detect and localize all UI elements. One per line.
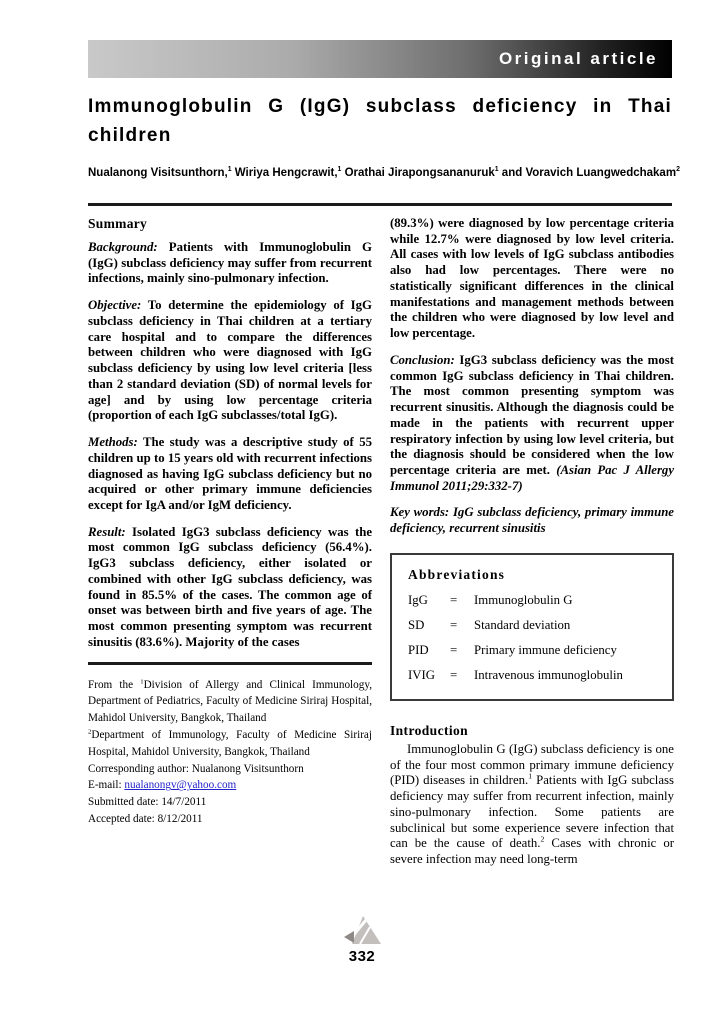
header-bar: [88, 40, 672, 78]
summary-continuation-paragraph: (89.3%) were diagnosed by low percentage criteria while 12.7% were diagnosed by low level criteria. All cases with low levels of IgG subclass antibodies also had low percentages. There were no statistically significant differences in the clinical manifestations and management methods between the children who were diagnosed by low level and low percentage.: [390, 216, 674, 341]
abbreviation-term: IgG: [408, 592, 428, 607]
abbreviation-term: SD: [408, 617, 425, 632]
authors-line: [88, 166, 680, 179]
affiliation-sup-1: 1: [140, 677, 144, 685]
background-text: Patients with Immunoglobulin G (IgG) subclass deficiency may suffer from recurrent infections, mainly sino-pulmonary infection.: [88, 240, 372, 286]
journal-triangle-logo-icon: [0, 916, 724, 946]
email-link[interactable]: nualanongv@yahoo.com: [124, 779, 237, 792]
affiliation-line-1: [88, 677, 372, 727]
author-affiliation-ref: 2: [676, 166, 680, 174]
equals-sign: =: [450, 592, 458, 607]
left-column: [88, 216, 372, 828]
conclusion-lead: Conclusion:: [390, 352, 455, 367]
summary-conclusion-paragraph: [390, 353, 674, 495]
abbreviation-term: IVIG: [408, 667, 436, 682]
reference-1: 1: [528, 772, 533, 782]
page-footer: [0, 916, 724, 965]
introduction-text: Immunoglobulin G (IgG) subclass deficiency is one of the four most common primary immune deficiency (PID) diseases in children.: [390, 741, 674, 788]
title-divider-rule: [88, 203, 672, 206]
author-name: Wiriya Hengcrawit,: [231, 167, 338, 179]
objective-lead: Objective:: [88, 298, 142, 313]
abbreviations-box: [390, 553, 674, 701]
corresponding-author-line: Corresponding author: Nualanong Visitsunthorn: [88, 762, 304, 775]
conclusion-text: IgG3 subclass deficiency was the most common IgG subclass deficiency in Thai children. The most common presenting symptom was recurrent sinusitis. Although the diagnosis could be made in the patients with recurrent upper respiratory infection by using low level criteria, but the diagnosis should be considered when the low percentage criteria are met.: [390, 352, 674, 478]
summary-objective-paragraph: [88, 298, 372, 424]
accepted-date-line: Accepted date: 8/12/2011: [88, 813, 203, 825]
equals-sign: =: [450, 642, 458, 657]
affiliation-pre: From the: [88, 678, 141, 691]
email-line: [88, 777, 372, 794]
summary-result-paragraph: [88, 525, 372, 651]
header-label: Original article: [498, 49, 658, 68]
abbreviation-definition: Intravenous immunoglobulin: [474, 667, 623, 682]
keywords-text: IgG subclass deficiency, primary immune deficiency, recurrent sinusitis: [390, 505, 674, 536]
result-text: Isolated IgG3 subclass deficiency was the most common IgG subclass deficiency (56.4%). IgG3 subclass deficiency, either isolated or combined with other IgG subclass deficiency, was found in 85.5% of the cases. The common age of onset was between birth and five years of age. The most common presenting symptom was recurrent sinusitis (83.6%). Majority of the cases: [88, 524, 373, 649]
abbreviation-definition: Immunoglobulin G: [474, 592, 573, 607]
author-affiliation-ref: 1: [227, 166, 232, 174]
abbreviation-definition: Standard deviation: [474, 617, 571, 632]
abbreviation-definition: Primary immune deficiency: [474, 642, 617, 657]
reference-2: 2: [540, 835, 545, 845]
author-affiliation-ref: 1: [337, 166, 342, 174]
page-number: 332: [348, 948, 376, 965]
author-name: Orathai Jirapongsananuruk: [341, 167, 495, 179]
author-name: and Voravich Luangwedchakam: [498, 167, 677, 179]
submitted-date-line: Submitted date: 14/7/2011: [88, 796, 207, 809]
summary-methods-paragraph: [88, 435, 372, 514]
keywords-paragraph: [390, 505, 674, 536]
author-affiliation-ref: 1: [494, 166, 499, 174]
author-name: Nualanong Visitsunthorn,: [88, 167, 228, 179]
affiliation-text-1: Division of Allergy and Clinical Immunology, Department of Pediatrics, Faculty of Medicine Siriraj Hospital, Mahidol University, Bangkok, Thailand: [88, 678, 372, 725]
objective-text: To determine the epidemiology of IgG subclass deficiency in Thai children at a tertiary care hospital and to compare the differences between children who were diagnosed with IgG subclass deficiency by using low level criteria [less than 2 standard deviation (SD) of normal levels for age] and by using low percentage criteria (proportion of each IgG subclasses/total IgG).: [88, 298, 373, 423]
summary-background-paragraph: [88, 240, 372, 287]
equals-sign: =: [450, 667, 458, 682]
abbreviation-row: [408, 643, 658, 658]
affiliation-divider-rule: [88, 662, 372, 665]
keywords-lead: Key words:: [390, 505, 450, 520]
email-label: E-mail:: [88, 779, 125, 792]
journal-citation: (Asian Pac J Allergy Immunol 2011;29:332-7): [390, 463, 674, 493]
abbreviation-row: [408, 618, 658, 633]
introduction-paragraph: [390, 742, 674, 868]
abbreviation-row: [408, 668, 658, 683]
methods-text: The study was a descriptive study of 55 children up to 15 years old with recurrent infections diagnosed as having IgG subclass deficiency but no acquired or other primary immune deficiencies except for IgA and/or IgM deficiency.: [88, 435, 373, 513]
result-lead: Result:: [88, 524, 126, 539]
affiliation-sup-2: 2: [88, 728, 92, 736]
page-title: Immunoglobulin G (IgG) subclass deficiency in Thai children: [88, 96, 672, 147]
abbreviation-row: [408, 593, 658, 608]
introduction-text: Cases with chronic or severe infection may need long-term: [390, 836, 674, 867]
equals-sign: =: [450, 617, 458, 632]
right-column: [390, 216, 674, 879]
background-lead: Background:: [88, 240, 158, 254]
summary-heading: Summary: [88, 216, 148, 231]
introduction-heading: Introduction: [390, 722, 469, 738]
abbreviations-heading: Abbreviations: [408, 566, 506, 582]
affiliations-block: [88, 677, 372, 828]
abbreviation-term: PID: [408, 642, 429, 657]
introduction-text: Patients with IgG subclass deficiency may suffer from recurrent infection, mainly sino-pulmonary infection. Some patients are subclinical but some experience severe infection that can be the cause of death.: [390, 773, 674, 851]
affiliation-text-2: Department of Immunology, Faculty of Medicine Siriraj Hospital, Mahidol University, Bangkok, Thailand: [88, 729, 372, 758]
methods-lead: Methods:: [88, 435, 138, 450]
affiliation-line-2: [88, 727, 372, 761]
